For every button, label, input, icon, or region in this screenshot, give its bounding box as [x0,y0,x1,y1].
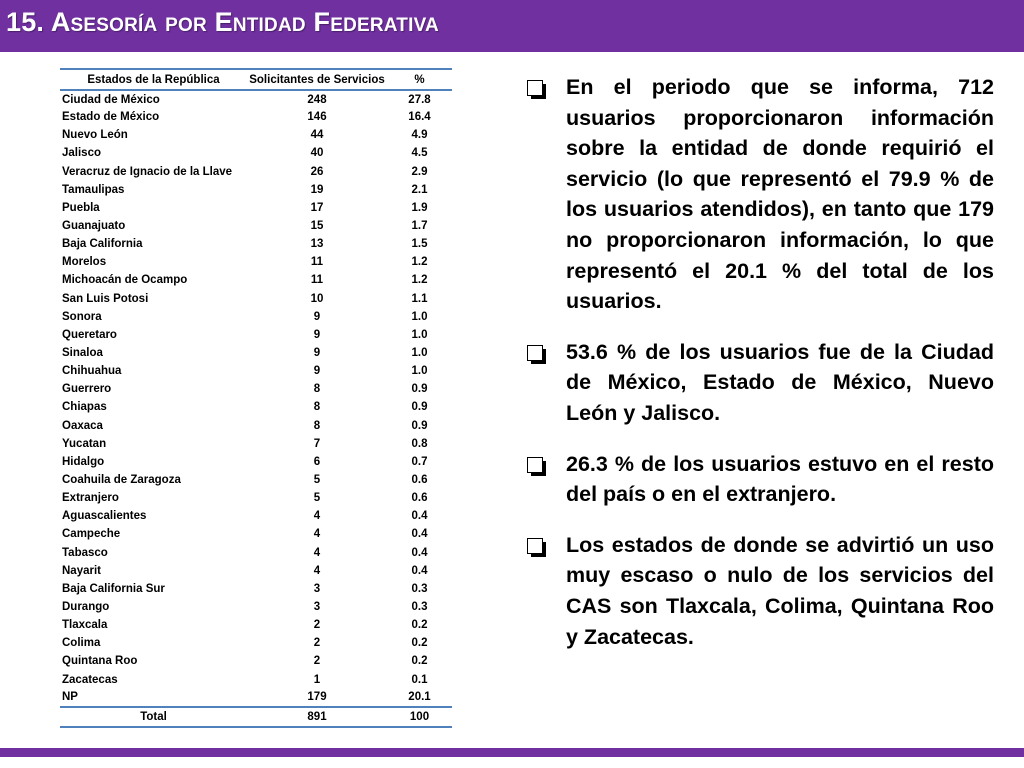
total-label-cell: Total [60,707,247,727]
applicants-cell: 10 [310,292,324,305]
state-name-cell: Baja California Sur [62,582,165,595]
applicants-cell: 4 [313,564,321,577]
total-row [60,707,452,727]
bottom-bar [0,748,1024,757]
table-row [60,507,452,525]
percent-cell: 4.9 [411,129,428,142]
bullet-text: 53.6 % de los usuarios fue de la Ciudad de México, Estado de México, Nuevo León y Jalisco. [566,339,994,425]
table-body [60,90,452,727]
checkbox-bullet-icon [527,345,543,361]
state-name-cell: Veracruz de Ignacio de la Llave [62,165,233,178]
table-row [60,344,452,362]
applicants-cell: 8 [313,419,321,432]
applicants-cell: 4 [313,510,321,523]
applicants-cell: 26 [310,165,324,178]
applicants-cell: 2 [313,619,321,632]
state-name-cell: Oaxaca [62,419,103,432]
bullet-text: Los estados de donde se advirtió un uso muy escaso o nulo de los servicios del CAS son Tlaxcala, Colima, Quintana Roo y Zacatecas. [566,532,994,649]
table-row [60,525,452,543]
applicants-cell: 179 [307,691,327,704]
state-name-cell: Durango [62,601,110,613]
percent-cell: 0.3 [411,582,428,595]
applicants-cell: 1 [313,673,321,686]
table-row [60,417,452,435]
percent-cell: 1.2 [411,256,428,269]
state-name-cell: Nayarit [62,564,101,577]
state-name-cell: Yucatan [62,437,107,450]
state-name-cell: Aguascalientes [62,510,147,523]
percent-cell: 1.7 [411,220,428,233]
applicants-cell: 5 [313,492,321,505]
percent-cell: 0.7 [411,455,428,468]
applicants-cell: 44 [310,129,324,142]
state-name-cell: Tlaxcala [62,619,108,632]
applicants-cell: 13 [310,238,324,251]
table-header-row [60,69,452,90]
applicants-cell: 2 [313,655,321,668]
bullet-list [524,72,994,672]
table-row [60,598,452,616]
applicants-cell: 4 [313,546,321,559]
applicants-cell: 6 [313,455,321,468]
applicants-cell: 3 [313,601,321,613]
state-name-cell: Chiapas [62,401,107,414]
state-name-cell: NP [62,691,78,704]
applicants-cell: 11 [310,256,324,269]
applicants-cell: 3 [313,582,321,595]
table-row [60,308,452,326]
percent-cell: 0.4 [411,528,428,541]
table-row [60,253,452,271]
table-row [60,453,452,471]
table-row [60,398,452,416]
percent-cell: 0.9 [411,419,428,432]
state-name-cell: Morelos [62,256,107,269]
table-row [60,652,452,670]
table-row [60,199,452,217]
state-name-cell: Sinaloa [62,347,103,360]
table-row [60,562,452,580]
percent-cell: 0.2 [411,655,428,668]
state-name-cell: Quintana Roo [62,655,138,668]
state-name-cell: Sonora [62,310,102,323]
table-row [60,544,452,562]
applicants-cell: 8 [313,383,321,396]
percent-cell: 1.0 [411,347,428,360]
percent-cell: 0.8 [411,437,428,450]
percent-cell: 0.4 [411,564,428,577]
percent-cell: 0.2 [411,619,428,632]
state-name-cell: San Luis Potosi [62,292,149,305]
table-row [60,380,452,398]
percent-cell: 1.2 [411,274,428,287]
checkbox-bullet-icon [527,457,543,473]
applicants-cell: 15 [310,220,324,233]
table-row [60,489,452,507]
table-row [60,471,452,489]
state-name-cell: Tamaulipas [62,183,125,196]
table-row [60,616,452,634]
applicants-cell: 4 [313,528,321,541]
state-name-cell: Puebla [62,201,100,214]
state-name-cell: Michoacán de Ocampo [62,274,188,287]
total-percent-cell: 100 [387,707,452,727]
state-name-cell: Guanajuato [62,220,126,233]
state-name-cell: Queretaro [62,328,117,341]
percent-cell: 1.5 [411,238,428,251]
applicants-cell: 2 [313,637,321,650]
table-row [60,271,452,289]
table-row [60,634,452,652]
state-name-cell: Coahuila de Zaragoza [62,474,181,487]
bullet-item [524,530,994,652]
percent-cell: 0.3 [411,601,428,613]
states-table [60,68,452,728]
table-row [60,90,452,108]
table-row [60,580,452,598]
applicants-cell: 9 [313,328,321,341]
table-row [60,126,452,144]
percent-cell: 0.6 [411,474,428,487]
table-row [60,235,452,253]
slide-title: 15. Asesoría por Entidad Federativa [6,7,439,37]
state-name-cell: Campeche [62,528,121,541]
applicants-cell: 7 [313,437,321,450]
percent-cell: 0.2 [411,637,428,650]
percent-cell: 1.0 [411,310,428,323]
state-name-cell: Chihuahua [62,365,122,378]
state-name-cell: Guerrero [62,383,112,396]
percent-cell: 0.4 [411,546,428,559]
percent-cell: 20.1 [408,691,431,704]
title-bar [0,0,1024,52]
applicants-cell: 9 [313,365,321,378]
state-name-cell: Jalisco [62,147,101,160]
table-row [60,435,452,453]
bullet-item [524,449,994,510]
applicants-cell: 11 [310,274,324,287]
percent-cell: 0.9 [411,383,428,396]
header-states: Estados de la República [60,69,247,90]
header-applicants: Solicitantes de Servicios [247,69,387,90]
state-name-cell: Ciudad de México [62,93,160,106]
percent-cell: 0.4 [411,510,428,523]
percent-cell: 1.0 [411,365,428,378]
table-row [60,217,452,235]
applicants-cell: 146 [307,111,327,124]
table-row [60,144,452,162]
state-name-cell: Baja California [62,238,143,251]
percent-cell: 1.1 [411,292,428,305]
table-row [60,689,452,707]
percent-cell: 2.9 [411,165,428,178]
percent-cell: 2.1 [411,183,428,196]
percent-cell: 0.9 [411,401,428,414]
applicants-cell: 40 [310,147,324,160]
state-name-cell: Estado de México [62,111,160,124]
checkbox-bullet-icon [527,538,543,554]
percent-cell: 0.6 [411,492,428,505]
state-name-cell: Tabasco [62,546,108,559]
percent-cell: 27.8 [408,93,431,106]
applicants-cell: 5 [313,474,321,487]
applicants-cell: 9 [313,310,321,323]
applicants-cell: 8 [313,401,321,414]
bullet-item [524,72,994,317]
table-row [60,671,452,689]
percent-cell: 0.1 [411,673,428,686]
table-row [60,181,452,199]
percent-cell: 4.5 [411,147,428,160]
applicants-cell: 19 [310,183,324,196]
header-percent: % [387,69,452,90]
percent-cell: 1.0 [411,328,428,341]
bullet-text: 26.3 % de los usuarios estuvo en el resto del país o en el extranjero. [566,451,994,507]
states-table-container [60,68,452,728]
table-row [60,163,452,181]
applicants-cell: 17 [310,201,324,214]
bullet-text: En el periodo que se informa, 712 usuarios proporcionaron información sobre la entidad de donde requirió el servicio (lo que representó el 79.9 % de los usuarios atendidos), en tanto que 179 no proporcionaron información, lo que representó el 20.1 % del total de los usuarios. [566,75,994,314]
percent-cell: 1.9 [411,201,428,214]
applicants-cell: 9 [313,347,321,360]
state-name-cell: Nuevo León [62,129,128,142]
table-row [60,326,452,344]
table-row [60,362,452,380]
state-name-cell: Zacatecas [62,673,118,686]
percent-cell: 16.4 [408,111,431,124]
table-row [60,290,452,308]
bullet-item [524,337,994,429]
state-name-cell: Hidalgo [62,455,105,468]
total-applicants-cell: 891 [247,707,387,727]
state-name-cell: Colima [62,637,101,650]
state-name-cell: Extranjero [62,492,119,505]
applicants-cell: 248 [307,93,327,106]
checkbox-bullet-icon [527,80,543,96]
table-row [60,108,452,126]
